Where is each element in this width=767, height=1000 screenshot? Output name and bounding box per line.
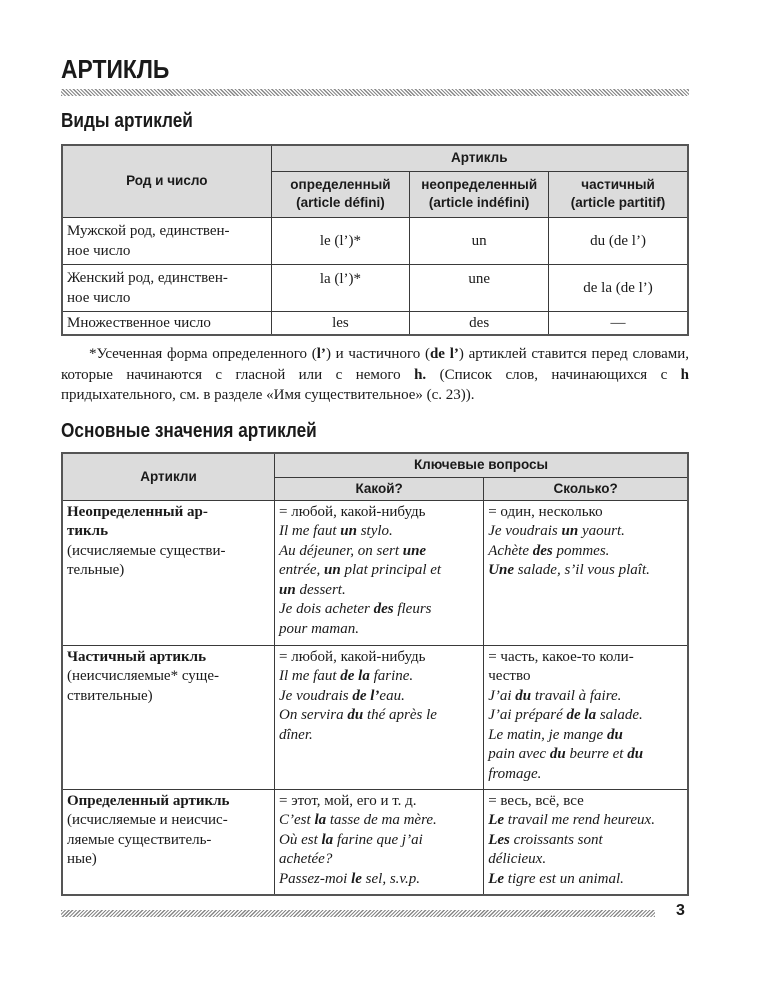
article-note: ляемые существитель- bbox=[67, 831, 212, 848]
table-row bbox=[62, 311, 688, 335]
article-name: Определенный артикль bbox=[67, 792, 230, 809]
table-row bbox=[62, 500, 688, 645]
example-line: Le matin, je mange du bbox=[488, 726, 623, 743]
footer-divider bbox=[61, 910, 655, 917]
header-key-questions: Ключевые вопросы bbox=[275, 453, 688, 477]
row-label: Женский род, единствен- ное число bbox=[62, 264, 271, 311]
meaning: = один, несколько bbox=[488, 503, 603, 520]
example-line: C’est la tasse de ma mère. bbox=[279, 812, 437, 829]
how-much-cell bbox=[484, 645, 688, 789]
example-line: Il me faut de la farine. bbox=[279, 668, 414, 685]
cell-partitive: de la (de l’) bbox=[549, 264, 688, 311]
table-row bbox=[62, 217, 688, 264]
example-line: pour maman. bbox=[279, 621, 360, 638]
example-line: Achète des pommes. bbox=[488, 542, 610, 559]
article-name: тикль bbox=[67, 523, 109, 540]
header-which: Какой? bbox=[275, 477, 484, 500]
article-meanings-table bbox=[61, 452, 689, 896]
header-how-much: Сколько? bbox=[484, 477, 688, 500]
page-number: 3 bbox=[676, 902, 685, 919]
cell-definite: le (l’)* bbox=[271, 217, 410, 264]
meaning: = любой, какой-нибудь bbox=[279, 648, 426, 665]
example-line: entrée, un plat principal et bbox=[279, 562, 442, 579]
header-partitive: частичный (article partitif) bbox=[549, 171, 688, 217]
example-line: Où est la farine que j’ai bbox=[279, 831, 423, 848]
header-gender-number: Род и число bbox=[62, 145, 271, 217]
example-line: Je voudrais un yaourt. bbox=[488, 523, 625, 540]
example-line: On servira du thé après le bbox=[279, 707, 437, 724]
header-articles: Артикли bbox=[62, 453, 275, 500]
header-indefinite: неопределенный (article indéfini) bbox=[410, 171, 549, 217]
article-name: Неопределенный ар- bbox=[67, 503, 208, 520]
cell-definite: la (l’)* bbox=[271, 264, 410, 311]
example-line: Je voudrais de l’eau. bbox=[279, 687, 405, 704]
cell-partitive: — bbox=[549, 311, 688, 335]
example-line: dîner. bbox=[279, 726, 313, 743]
header-article-group: Артикль bbox=[271, 145, 688, 171]
article-note: тельные) bbox=[67, 562, 125, 579]
example-line: fromage. bbox=[488, 766, 542, 783]
cell-definite: les bbox=[271, 311, 410, 335]
example-line: Le travail me rend heureux. bbox=[488, 812, 655, 829]
example-line: Je dois acheter des fleurs bbox=[279, 601, 432, 618]
cell-indefinite: une bbox=[410, 264, 549, 311]
meaning: = весь, всё, все bbox=[488, 792, 584, 809]
article-name-cell bbox=[62, 645, 275, 789]
example-line: pain avec du beurre et du bbox=[488, 746, 644, 763]
article-note: (неисчисляемые* суще- bbox=[67, 668, 219, 685]
page-title: АРТИКЛЬ bbox=[61, 54, 170, 84]
example-line: Les croissants sont bbox=[488, 831, 603, 848]
example-line: J’ai préparé de la salade. bbox=[488, 707, 643, 724]
title-divider bbox=[61, 89, 689, 96]
table-row bbox=[62, 645, 688, 789]
article-types-table bbox=[61, 144, 689, 336]
article-note: (исчисляемые и неисчис- bbox=[67, 812, 228, 829]
example-line: Passez-moi le sel, s.v.p. bbox=[279, 871, 420, 888]
example-line: un dessert. bbox=[279, 581, 346, 598]
example-line: Au déjeuner, on sert une bbox=[279, 542, 427, 559]
meaning: = часть, какое-то коли- bbox=[488, 648, 634, 665]
table-row bbox=[62, 264, 688, 311]
article-note: (исчисляемые существи- bbox=[67, 542, 226, 559]
cell-indefinite: un bbox=[410, 217, 549, 264]
example-line: Il me faut un stylo. bbox=[279, 523, 393, 540]
section-heading-article-meanings: Основные значения артиклей bbox=[61, 420, 317, 442]
which-cell bbox=[275, 500, 484, 645]
meaning: = этот, мой, его и т. д. bbox=[279, 792, 417, 809]
header-definite: определенный (article défini) bbox=[271, 171, 410, 217]
article-name-cell bbox=[62, 500, 275, 645]
article-note: ствительные) bbox=[67, 687, 153, 704]
article-name: Частичный артикль bbox=[67, 648, 207, 665]
article-note: ные) bbox=[67, 851, 97, 868]
example-line: Le tigre est un animal. bbox=[488, 871, 624, 888]
article-name-cell bbox=[62, 789, 275, 895]
example-line: J’ai du travail à faire. bbox=[488, 687, 622, 704]
cell-indefinite: des bbox=[410, 311, 549, 335]
row-label: Множественное число bbox=[62, 311, 271, 335]
which-cell bbox=[275, 645, 484, 789]
how-much-cell bbox=[484, 789, 688, 895]
which-cell bbox=[275, 789, 484, 895]
meaning: = любой, какой-нибудь bbox=[279, 503, 426, 520]
cell-partitive: du (de l’) bbox=[549, 217, 688, 264]
how-much-cell bbox=[484, 500, 688, 645]
meaning: чество bbox=[488, 668, 531, 685]
table-row bbox=[62, 789, 688, 895]
footnote: *Усеченная форма определенного (l’) и частичного (de l’) артиклей ставится перед словами, которые начинаются с гласной или с немого h. (Список слов, начинающихся с h придыхательного, см. в разделе «Имя существительное» (с. 23)). bbox=[61, 346, 690, 403]
row-label: Мужской род, единствен- ное число bbox=[62, 217, 271, 264]
example-line: Une salade, s’il vous plaît. bbox=[488, 562, 650, 579]
example-line: achetée? bbox=[279, 851, 333, 868]
example-line: délicieux. bbox=[488, 851, 547, 868]
section-heading-article-types: Виды артиклей bbox=[61, 110, 193, 132]
